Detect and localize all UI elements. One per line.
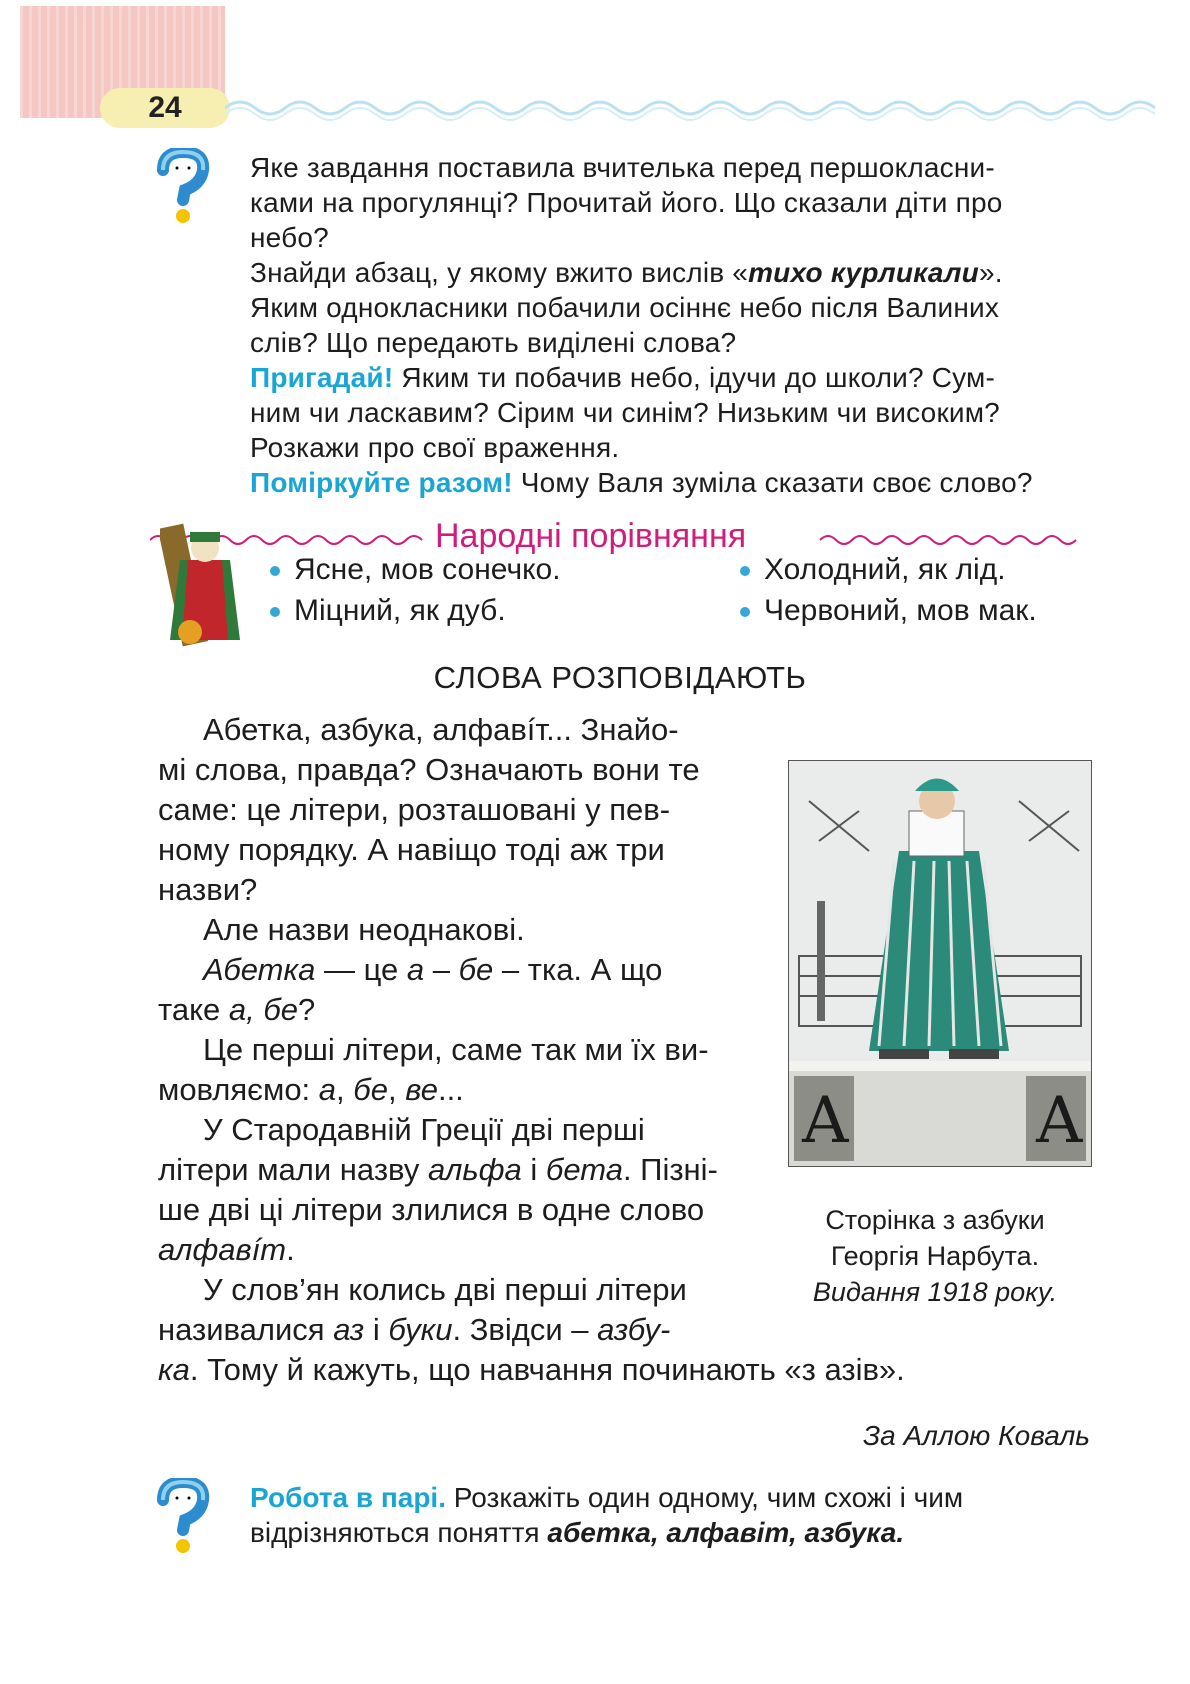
- illustration-caption: [780, 1202, 1090, 1310]
- text-line: літери мали назву альфа і бета. Пізні-: [158, 1152, 718, 1187]
- text-line: ка. Тому й кажуть, що навчання починають «з азів».: [158, 1352, 905, 1387]
- text-line: небо?: [250, 222, 329, 253]
- section-title: Народні порівняння: [435, 517, 747, 555]
- text-line: мовляємо: а, бе, ве...: [158, 1072, 464, 1107]
- letter-a-left: А: [801, 1084, 850, 1158]
- text-line: Абетка — це а – бе – тка. А що: [203, 952, 663, 987]
- text-line: Розкажи про свої враження.: [250, 432, 620, 463]
- text-line: таке а, бе?: [158, 992, 316, 1027]
- caption-line: Георгія Нарбута.: [830, 1241, 1040, 1271]
- alphabet-page-illustration: [788, 760, 1092, 1167]
- text-line: Робота в парі. Розкажіть один одному, чим схожі і чим: [250, 1482, 964, 1513]
- bullet-icon: [740, 607, 750, 617]
- text-line: ному порядку. А навіщо тоді аж три: [158, 832, 665, 867]
- text-line: алфавíт.: [158, 1232, 295, 1267]
- text-line: назви?: [158, 872, 258, 907]
- text-line: У слов’ян колись дві перші літери: [203, 1272, 687, 1307]
- text-line: Це перші літери, саме так ми їх ви-: [203, 1032, 709, 1067]
- folk-item: Холодний, як лід.: [740, 552, 1006, 588]
- story-author: За Аллою Коваль: [862, 1420, 1090, 1451]
- text-line: відрізняються поняття абетка, алфавіт, азбука.: [250, 1517, 905, 1548]
- text-line: У Стародавній Греції дві перші: [203, 1112, 645, 1147]
- highlighted-phrase: тихо курликали: [748, 257, 979, 288]
- text-line: Яке завдання поставила вчителька перед першокласни-: [250, 152, 995, 183]
- pair-work-task: [250, 1480, 1090, 1550]
- doll-illustration: [160, 520, 250, 650]
- text-line: ним чи ласкавим? Сірим чи синім? Низьким чи високим?: [250, 397, 1000, 428]
- question-mark-icon: [155, 1478, 210, 1558]
- text-line: слів? Що передають виділені слова?: [250, 327, 737, 358]
- text-line: ками на прогулянці? Прочитай його. Що сказали діти про: [250, 187, 1003, 218]
- question-block: [250, 150, 1090, 500]
- caption-line: Видання 1918 року.: [812, 1277, 1058, 1307]
- folk-item: Міцний, як дуб.: [270, 593, 506, 629]
- text-line: називалися аз і буки. Звідси – азбу-: [158, 1312, 671, 1347]
- think-together-label: Поміркуйте разом!: [250, 467, 513, 498]
- text-line: Знайди абзац, у якому вжито вислів «тихо курликали».: [250, 257, 1003, 288]
- pair-work-label: Робота в парі.: [250, 1482, 446, 1513]
- text-line: Яким однокласники побачили осіннє небо після Валиних: [250, 292, 1000, 323]
- text-line: Але назви неоднакові.: [203, 912, 525, 947]
- text-line: Пригадай! Яким ти побачив небо, ідучи до школи? Сум-: [250, 362, 996, 393]
- text-line: Абетка, азбука, алфавíт... Знайо-: [203, 712, 679, 747]
- bullet-icon: [740, 566, 750, 576]
- text-line: саме: це літери, розташовані у пев-: [158, 792, 671, 827]
- folk-item: Червоний, мов мак.: [740, 593, 1037, 629]
- text-line: мі слова, правда? Означають вони те: [158, 752, 700, 787]
- story-title: СЛОВА РОЗПОВІДАЮТЬ: [433, 660, 807, 695]
- question-mark-icon: [155, 148, 210, 228]
- page-number: 24: [100, 88, 230, 128]
- story-text: [158, 710, 758, 1350]
- bullet-icon: [270, 607, 280, 617]
- folk-item: Ясне, мов сонечко.: [270, 552, 561, 588]
- caption-line: Сторінка з азбуки: [825, 1205, 1045, 1235]
- letter-a-right: А: [1035, 1084, 1084, 1158]
- bullet-icon: [270, 566, 280, 576]
- text-line: Поміркуйте разом! Чому Валя зуміла сказати своє слово?: [250, 467, 1033, 498]
- recall-label: Пригадай!: [250, 362, 394, 393]
- text-line: ше дві ці літери злилися в одне слово: [158, 1192, 705, 1227]
- wave-divider: [225, 88, 1175, 128]
